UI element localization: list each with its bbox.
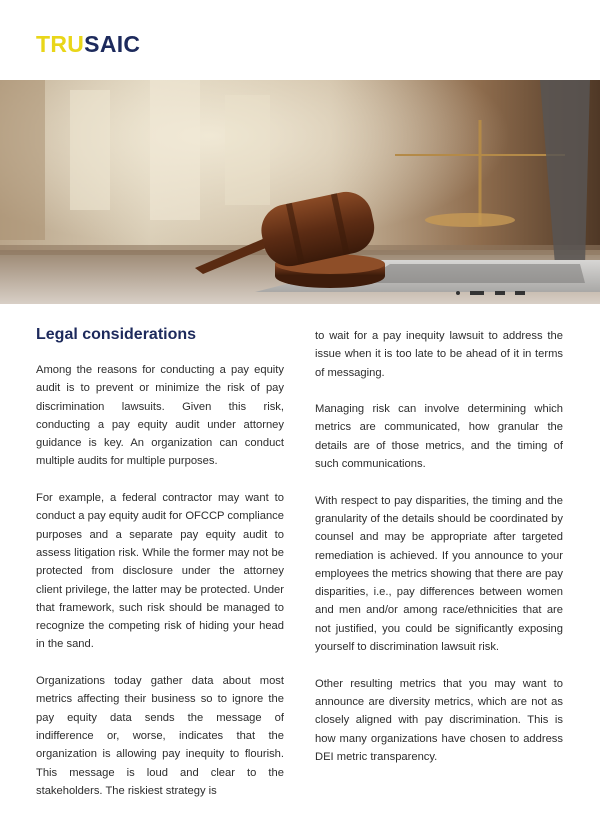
paragraph: to wait for a pay inequity lawsuit to address the issue when it is too late to be ahead of it in terms of messaging. (315, 330, 563, 379)
paragraph: Among the reasons for conducting a pay equity audit is to prevent or minimize the risk of pay discrimination lawsuits. Given this risk, conducting a pay equity audit under attorney guidance is key. An organization can conduct multiple audits for multiple purposes. (36, 364, 284, 468)
trusaic-logo (36, 31, 140, 57)
paragraph: Managing risk can involve determining which metrics are communicated, how granular the details are of those metrics, and the timing of such communications. (315, 403, 563, 471)
section-heading: Legal considerations (36, 326, 197, 343)
paragraph: For example, a federal contractor may want to conduct a pay equity audit for OFCCP compliance purposes and a separate pay equity audit to assess litigation risk. While the former may not be protected from disclosure under the attorney client privilege, the latter may be protected. Under that framework, such risk should be managed to recognize the competing risk of hiding your head in the sand. (36, 492, 284, 651)
left-column (36, 325, 284, 818)
hero-image (0, 80, 600, 304)
paragraph: Other resulting metrics that you may want to announce are diversity metrics, which are not as closely aligned with pay discrimination. This is how many organizations have chosen to address DEI metric transparency. (315, 677, 563, 763)
paragraph: Organizations today gather data about most metrics affecting their business so to ignore the pay equity data sends the message of indifference or, worse, indicates that the organization is allowing pay inequity to flourish. This message is loud and clear to the stakeholders. The riskiest strategy is (36, 675, 284, 797)
logo-part-tru: TRU (36, 31, 85, 57)
logo-part-saic: SAIC (84, 31, 141, 57)
paragraph: With respect to pay disparities, the timing and the granularity of the details should be coordinated by counsel and may be appropriate after targeted remediation is achieved. If you announce to your employees the metrics showing that there are pay disparities, i.e., pay differences between women and men and/or among race/ethnicities that are not justified, you could be significantly exposing yourself to discrimination lawsuit risk. (315, 494, 563, 654)
gavel-laptop-photo-icon (0, 80, 600, 304)
right-column (315, 327, 563, 784)
